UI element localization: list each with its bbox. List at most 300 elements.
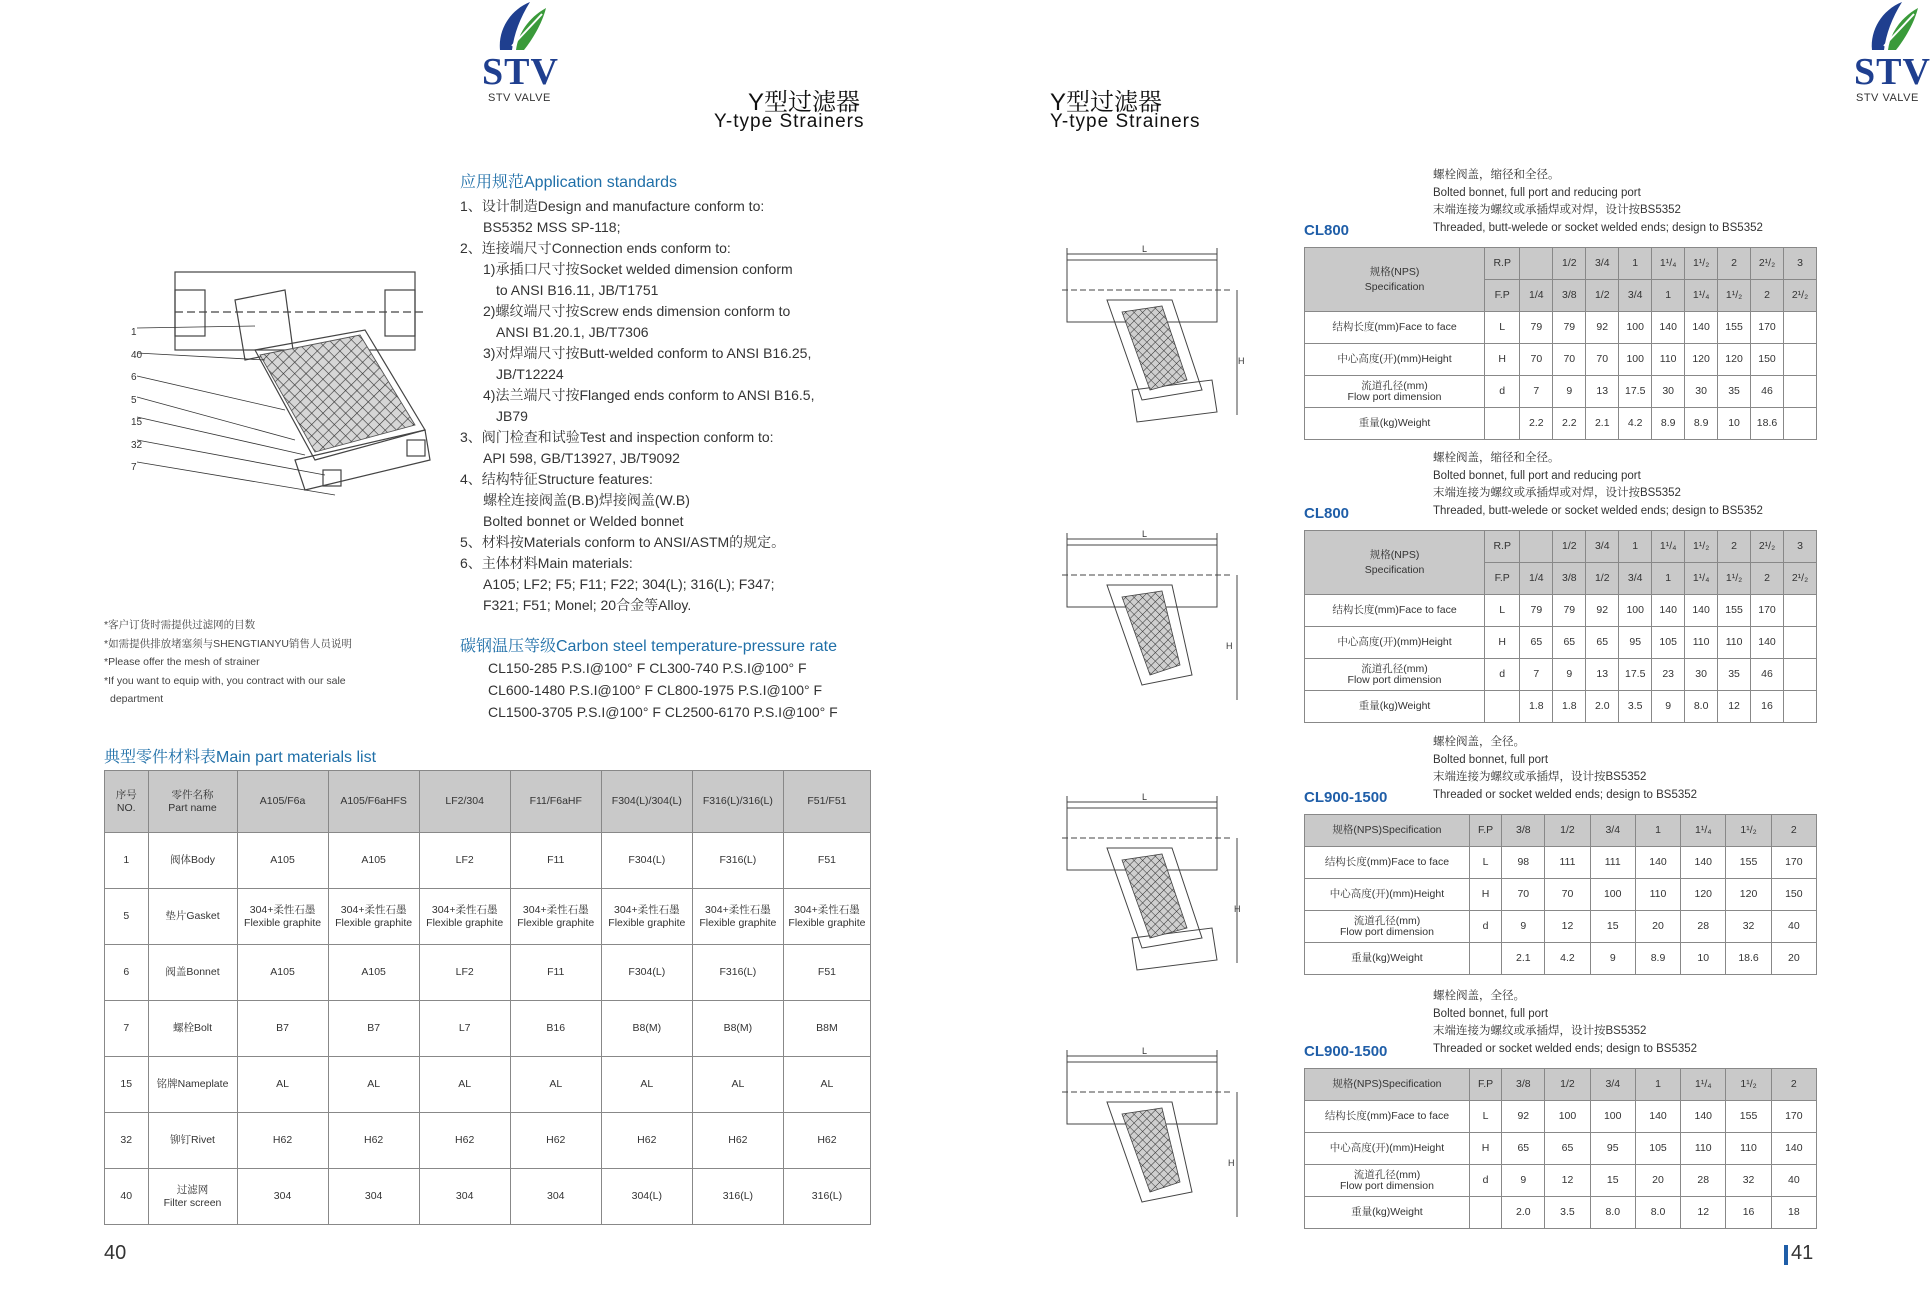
material-cell [783,889,870,945]
spec-row-name [1305,943,1470,975]
spec-value: 150 [1771,879,1816,911]
size-cell: 3/4 [1586,248,1619,280]
spec-value: 79 [1520,595,1553,627]
spec-value: 1.8 [1520,691,1553,723]
header-cell: F51/F51 [783,771,870,833]
size-cell: 1¹/₄ [1685,563,1718,595]
row-name-line: 结构长度(mm)Face to face [1332,604,1457,616]
material-cell [601,1057,692,1113]
spec-symbol: L [1485,312,1520,344]
material-cell [510,1001,601,1057]
pressure-title: 碳钢温压等级Carbon steel temperature-pressure rate [460,638,838,655]
header-en: Part name [168,801,217,814]
spec-value: 3.5 [1545,1197,1590,1229]
size-cell: 2 [1718,531,1751,563]
spec-row-name [1305,1197,1470,1229]
application-line: 3)对焊端尺寸按Butt-welded conform to ANSI B16.25, [483,345,812,361]
application-line: 螺栓连接阀盖(B.B)焊接阀盖(W.B) [483,492,690,508]
size-cell: 1¹/₂ [1685,248,1718,280]
pressure-class-label: CL900-1500 [1304,1043,1388,1060]
material-value: 304+柔性石墨 [794,903,860,916]
spec-value: 4.2 [1619,408,1652,440]
header-cell: F316(L)/316(L) [692,771,783,833]
spec-symbol: d [1469,911,1501,943]
spec-value: 3.5 [1619,691,1652,723]
application-line: JB/T12224 [496,366,564,382]
application-line: A105; LF2; F5; F11; F22; 304(L); 316(L); F347; [483,576,775,592]
page-title-left-cn: Y型过滤器 [748,89,861,116]
diagram-label: 15 [131,417,143,428]
spec-value: 15 [1590,1165,1635,1197]
size-cell: 1 [1619,248,1652,280]
spec-symbol: d [1485,659,1520,691]
material-cell [419,1001,510,1057]
spec-value: 7 [1520,659,1553,691]
spec-data-row [1305,1133,1817,1165]
strainer-drawing-3 [1062,788,1252,1003]
size-cell: 1/2 [1553,531,1586,563]
material-cell [237,833,328,889]
spec-value: 8.0 [1590,1197,1635,1229]
spec-symbol: d [1485,376,1520,408]
spec-data-row [1305,312,1817,344]
row-name-line: 重量(kg)Weight [1358,700,1431,712]
spec-value: 140 [1685,312,1718,344]
spec-value: 9 [1553,376,1586,408]
spec-data-row [1305,847,1817,879]
size-cell: R.P [1485,531,1520,563]
material-value: 304(L) [631,1190,662,1202]
application-line: ANSI B1.20.1, JB/T7306 [496,324,649,340]
size-cell: R.P [1485,248,1520,280]
material-value: B7 [367,1022,381,1034]
material-value: 304+柔性石墨 [705,903,771,916]
application-title: 应用规范Application standards [460,174,677,191]
spec-value: 140 [1635,847,1680,879]
material-cell [419,889,510,945]
size-cell: 1/2 [1586,563,1619,595]
spec-data-row [1305,344,1817,376]
page-title-left-en: Y-type Strainers [714,111,865,132]
spec-value [1784,376,1817,408]
material-value: B16 [546,1022,566,1034]
spec-row-name [1305,312,1485,344]
spec-value: 65 [1545,1133,1590,1165]
material-value: 304 [546,1190,565,1202]
row-name-line: 重量(kg)Weight [1358,417,1431,429]
material-cell [328,1169,419,1225]
material-value: 304+柔性石墨 [522,903,589,916]
spec-value: 2.2 [1520,408,1553,440]
material-value: 304 [364,1190,383,1202]
material-value: AL [549,1078,563,1090]
application-line: 2、连接端尺寸Connection ends conform to: [460,240,731,256]
spec-data-row [1305,943,1817,975]
spec-value: 30 [1685,376,1718,408]
part-name-line: 阀体Body [170,854,215,866]
header-cell [148,771,237,833]
material-cell [783,833,870,889]
spec-symbol [1485,691,1520,723]
material-cell [328,1113,419,1169]
material-value: H62 [546,1134,566,1146]
spec-row-name [1305,691,1485,723]
spec-value: 65 [1586,627,1619,659]
material-cell [419,1169,510,1225]
size-cell: 3/8 [1502,815,1545,847]
material-cell [601,833,692,889]
material-value: AL [640,1078,654,1090]
spec-row-name [1305,627,1485,659]
spec-value: 2.0 [1586,691,1619,723]
dim-label-h-2: H [1226,641,1233,651]
material-cell [237,889,328,945]
brand-name-right: STV [1854,51,1931,93]
material-cell [783,1001,870,1057]
spec-data-row [1305,879,1817,911]
material-value: F304(L) [628,854,666,866]
spec-value: 100 [1590,1101,1635,1133]
material-value: Flexible graphite [426,916,504,929]
spec-value: 20 [1635,911,1680,943]
spec-value: 65 [1502,1133,1545,1165]
application-line: 6、主体材料Main materials: [460,555,633,571]
pressure-class-label: CL800 [1304,505,1350,522]
material-cell [419,945,510,1001]
material-cell [692,945,783,1001]
spec-value: 110 [1681,1133,1726,1165]
spec-value: 17.5 [1619,376,1652,408]
spec-value: 2.1 [1586,408,1619,440]
application-line: Bolted bonnet or Welded bonnet [483,513,684,529]
spec-value: 95 [1619,627,1652,659]
description-line: Bolted bonnet, full port [1433,753,1549,766]
material-value: B8M [816,1022,838,1034]
material-value: B8(M) [723,1022,753,1034]
spec-row-name [1305,344,1485,376]
materials-row [105,1113,871,1169]
spec-value: 170 [1751,312,1784,344]
spec-symbol: L [1485,595,1520,627]
material-cell [783,945,870,1001]
spec-value [1784,659,1817,691]
strainer-elevation-icon [1062,788,1252,998]
spec-value: 12 [1545,1165,1590,1197]
part-name-line: Filter screen [163,1196,222,1209]
application-line: 4、结构特征Structure features: [460,471,653,487]
row-number: 5 [105,889,149,945]
spec-data-row [1305,1197,1817,1229]
spec-value: 8.0 [1635,1197,1680,1229]
spec-value: 9 [1502,1165,1545,1197]
material-value: AL [820,1078,834,1090]
size-cell: 2 [1751,563,1784,595]
spec-value: 140 [1635,1101,1680,1133]
header-cn: 序号 [115,788,137,801]
material-value: 304+柔性石墨 [431,903,498,916]
application-line: 5、材料按Materials conform to ANSI/ASTM的规定。 [460,534,786,550]
size-cell: 1¹/₄ [1685,280,1718,312]
spec-data-row [1305,1101,1817,1133]
spec-header-row [1305,815,1817,847]
spec-value [1784,312,1817,344]
material-value: 316(L) [722,1190,754,1202]
dim-label-h-3: H [1234,904,1241,914]
header-en: NO. [116,801,136,814]
header-cell: F11/F6aHF [510,771,601,833]
spec-value: 20 [1771,943,1816,975]
spec-value: 28 [1681,911,1726,943]
material-value: AL [731,1078,745,1090]
spec-value: 111 [1590,847,1635,879]
brand-sub-right: STV VALVE [1856,92,1919,104]
header-cell [105,771,149,833]
spec-value: 140 [1681,847,1726,879]
spec-value: 120 [1726,879,1771,911]
size-cell: F.P [1485,280,1520,312]
row-name-line: 结构长度(mm)Face to face [1324,1110,1450,1122]
spec-value: 32 [1726,1165,1771,1197]
size-cell: 2 [1771,815,1816,847]
spec-value: 13 [1586,659,1619,691]
spec-label: Specification [1364,280,1425,293]
application-list [460,196,814,616]
materials-title: 典型零件材料表Main part materials list [104,749,377,766]
spec-data-row [1305,1165,1817,1197]
spec-label-cell [1305,531,1485,595]
spec-value: 140 [1771,1133,1816,1165]
material-cell [692,1001,783,1057]
size-cell: 1¹/₂ [1726,815,1771,847]
strainer-drawing-2 [1062,525,1252,740]
material-cell [783,1169,870,1225]
page-title-right-en: Y-type Strainers [1050,111,1201,132]
row-number: 15 [105,1057,149,1113]
spec-value [1784,595,1817,627]
description-line: Threaded, butt-welede or socket welded ends; design to BS5352 [1433,221,1763,234]
spec-value: 13 [1586,376,1619,408]
spec-value: 18 [1771,1197,1816,1229]
description-line: Bolted bonnet, full port and reducing port [1433,469,1641,482]
diagram-label: 6 [131,372,137,383]
diagram-label: 40 [131,349,143,361]
spec-description [1433,734,1697,804]
application-line: 1、设计制造Design and manufacture conform to: [460,198,765,214]
spec-symbol: L [1469,1101,1501,1133]
size-cell: F.P [1485,563,1520,595]
spec-symbol: L [1469,847,1501,879]
spec-value: 70 [1545,879,1590,911]
size-cell: 1¹/₄ [1681,1069,1726,1101]
material-value: H62 [728,1134,748,1146]
spec-data-row [1305,376,1817,408]
spec-row-name [1305,1101,1470,1133]
spec-label-cell: 规格(NPS)Specification [1305,815,1470,847]
description-line: Threaded or socket welded ends; design to BS5352 [1433,788,1698,801]
spec-label: 规格(NPS) [1369,265,1420,278]
spec-value: 40 [1771,911,1816,943]
material-value: 304+柔性石墨 [340,903,407,916]
spec-value: 98 [1502,847,1545,879]
order-notes [104,616,352,709]
spec-value: 100 [1545,1101,1590,1133]
size-cell: 3/4 [1590,1069,1635,1101]
size-cell: 1 [1652,563,1685,595]
spec-value: 70 [1553,344,1586,376]
header-cell: A105/F6a [237,771,328,833]
spec-value: 92 [1586,595,1619,627]
strainer-elevation-icon [1062,1042,1252,1252]
material-value: H62 [363,1134,384,1146]
material-value: A105 [361,966,386,978]
spec-value [1784,344,1817,376]
size-cell: 3/4 [1619,563,1652,595]
material-value: Flexible graphite [244,916,322,929]
material-cell [419,1113,510,1169]
spec-label: 规格(NPS) [1369,548,1420,561]
diagram-label: 32 [131,439,143,451]
spec-label-cell: 规格(NPS)Specification [1305,1069,1470,1101]
row-number: 6 [105,945,149,1001]
note-line: *如需提供排放堵塞须与SHENGTIANYU销售人员说明 [104,637,352,650]
application-line: to ANSI B16.11, JB/T1751 [496,282,659,298]
size-cell: 1 [1619,531,1652,563]
material-value: F11 [547,854,565,866]
material-value: 304 [455,1190,474,1202]
strainer-section-drawing [125,260,435,540]
spec-header-row [1305,531,1817,563]
spec-value: 28 [1681,1165,1726,1197]
size-cell: 1 [1635,815,1680,847]
size-cell: 2 [1771,1069,1816,1101]
spec-row-name [1305,1165,1470,1197]
spec-value: 2.1 [1502,943,1545,975]
part-name-line: 垫片Gasket [165,910,220,922]
material-value: AL [367,1078,381,1090]
materials-row [105,1001,871,1057]
spec-value: 155 [1726,847,1771,879]
spec-value: 30 [1685,659,1718,691]
spec-value: 140 [1681,1101,1726,1133]
material-value: B7 [276,1022,289,1034]
dim-label-l-2: L [1142,529,1148,539]
row-name-line: 中心高度(开)(mm)Height [1337,353,1452,365]
description-line: 螺栓阀盖，缩径和全径。 [1433,169,1560,181]
spec-value: 15 [1590,911,1635,943]
material-value: 304+柔性石墨 [249,903,316,916]
spec-value: 92 [1502,1101,1545,1133]
material-cell [419,1057,510,1113]
size-cell: 1 [1635,1069,1680,1101]
brand-sub: STV VALVE [488,92,551,104]
note-line: *If you want to equip with, you contract with our sale [104,674,346,687]
spec-row-name [1305,659,1485,691]
spec-value [1784,691,1817,723]
material-value: F51 [817,854,836,866]
diagram-label: 1 [131,327,137,338]
row-name-line: 结构长度(mm)Face to face [1332,321,1457,333]
size-cell: F.P [1469,815,1501,847]
material-cell [601,1001,692,1057]
spec-row-name [1305,1133,1470,1165]
materials-row [105,1057,871,1113]
material-cell [328,945,419,1001]
row-name-line: 中心高度(开)(mm)Height [1329,888,1445,900]
part-name-line: 过滤网 [176,1183,209,1196]
material-value: H62 [272,1134,293,1146]
spec-label-cell [1305,248,1485,312]
spec-value: 170 [1771,1101,1816,1133]
part-name-line: 螺栓Bolt [172,1022,213,1034]
spec-symbol [1469,943,1501,975]
description-line: 螺栓阀盖，全径。 [1433,736,1525,748]
application-line: JB79 [496,408,528,424]
size-cell: 3/4 [1619,280,1652,312]
material-cell [510,1113,601,1169]
material-cell [601,1113,692,1169]
spec-data-row [1305,691,1817,723]
spec-value: 30 [1652,376,1685,408]
material-value: LF2 [455,854,474,866]
part-name [148,945,237,1001]
material-cell [692,1057,783,1113]
material-value: A105 [270,966,295,978]
spec-value: 120 [1681,879,1726,911]
spec-value: 20 [1635,1165,1680,1197]
spec-data-row [1305,659,1817,691]
spec-table [1304,247,1817,440]
spec-row-name [1305,595,1485,627]
spec-value: 23 [1652,659,1685,691]
spec-value: 10 [1681,943,1726,975]
spec-symbol: d [1469,1165,1501,1197]
material-value: L7 [458,1022,471,1034]
size-cell: 1/2 [1586,280,1619,312]
material-cell [237,1169,328,1225]
size-cell: 1¹/₂ [1718,280,1751,312]
note-line: department [110,693,164,705]
description-line: Threaded, butt-welede or socket welded ends; design to BS5352 [1433,504,1763,517]
size-cell: 1¹/₂ [1726,1069,1771,1101]
row-name-line: 中心高度(开)(mm)Height [1337,636,1452,648]
pressure-list [488,657,838,723]
material-cell [510,833,601,889]
spec-value: 12 [1718,691,1751,723]
logo-left [480,0,560,104]
spec-row-name [1305,879,1470,911]
spec-value: 9 [1502,911,1545,943]
pressure-class-label: CL900-1500 [1304,789,1388,806]
size-cell: 2¹/₂ [1751,531,1784,563]
application-line: F321; F51; Monel; 20合金等Alloy. [483,597,692,613]
spec-value: 4.2 [1545,943,1590,975]
spec-value: 140 [1652,595,1685,627]
spec-value: 16 [1726,1197,1771,1229]
material-cell [601,1169,692,1225]
page-number-right: 41 [1791,1242,1814,1264]
header-cell: A105/F6aHFS [328,771,419,833]
spec-description [1433,450,1763,520]
spec-value: 9 [1652,691,1685,723]
material-cell [510,1169,601,1225]
description-line: 螺栓阀盖，缩径和全径。 [1433,452,1560,464]
size-cell [1520,248,1553,280]
materials-row [105,833,871,889]
row-number: 7 [105,1001,149,1057]
application-line: BS5352 MSS SP-118; [483,219,621,235]
spec-label: Specification [1364,563,1425,576]
dim-label-l-3: L [1142,792,1148,802]
